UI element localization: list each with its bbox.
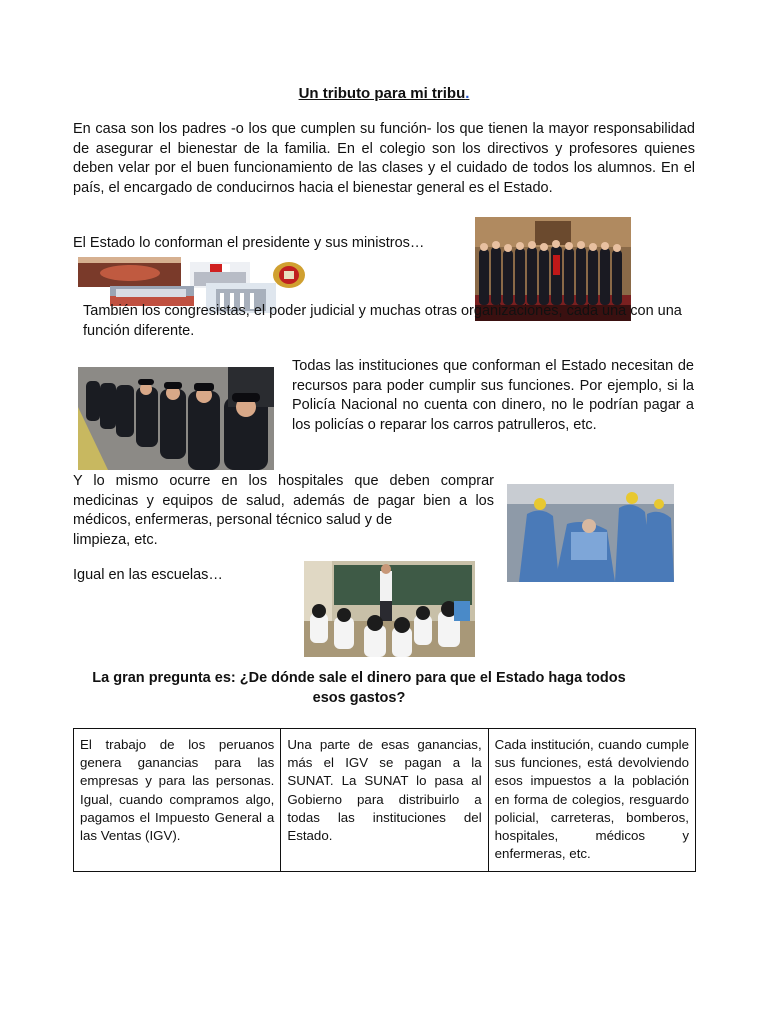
question-line-2: esos gastos? xyxy=(312,690,406,706)
state-paragraph: El Estado lo conforman el presidente y sus ministros… xyxy=(73,235,425,251)
question-line-1: La gran pregunta es: ¿De dónde sale el dinero para que el Estado haga todos xyxy=(92,670,626,686)
hospital-paragraph-end: limpieza, etc. xyxy=(73,532,158,548)
page-title xyxy=(0,85,768,102)
schools-paragraph: Igual en las escuelas… xyxy=(73,567,223,583)
police-paragraph: Todas las instituciones que conforman el Estado necesitan de recursos para poder cumplir sus funciones. Por ejemplo, si la Policía Nacional no cuenta con dinero, no le podrían pagar a los policías o reparar los carros patrulleros, etc. xyxy=(292,358,694,433)
hospital-paragraph: Y lo mismo ocurre en los hospitales que deben comprar medicinas y equipos de salud, además de pagar bien a los médicos, enfermeras, personal técnico salud y de xyxy=(73,473,494,528)
classroom-photo xyxy=(304,561,475,657)
title-text: Un tributo para mi tribu xyxy=(298,85,466,102)
title-period: . xyxy=(465,85,470,102)
table-row xyxy=(74,729,696,872)
tax-cycle-table xyxy=(73,728,696,872)
table-cell-institutions: Cada institución, cuando cumple sus funciones, está devolviendo esos impuestos a la población en forma de colegios, resguardo policial, carreteras, bomberos, hospitales, médicos y enfermeras, etc. xyxy=(488,729,695,872)
intro-paragraph: En casa son los padres -o los que cumplen su función- los que tienen la mayor responsabilidad de asegurar el bienestar de la familia. En el colegio son los directivos y profesores quienes deben velar por el buen funcionamiento de las clases y el cuidado de todos los alumnos. En el país, el encargado de conducirnos hacia el bienestar general es el Estado. xyxy=(73,121,695,196)
congress-photo xyxy=(78,257,181,287)
table-cell-sunat: Una parte de esas ganancias, más el IGV se pagan a la SUNAT. La SUNAT lo pasa al Gobierno para distribuirlo a todas las instituciones del Estado. xyxy=(281,729,488,872)
table-cell-work: El trabajo de los peruanos genera ganancias para las empresas y para las personas. Igual, cuando compramos algo, pagamos el Impuesto General a las Ventas (IGV). xyxy=(74,729,281,872)
police-photo xyxy=(78,367,274,470)
congress-paragraph: También los congresistas, el poder judicial y muchas otras organizaciones, cada una con una función diferente. xyxy=(83,303,682,339)
hospital-photo xyxy=(507,484,674,582)
